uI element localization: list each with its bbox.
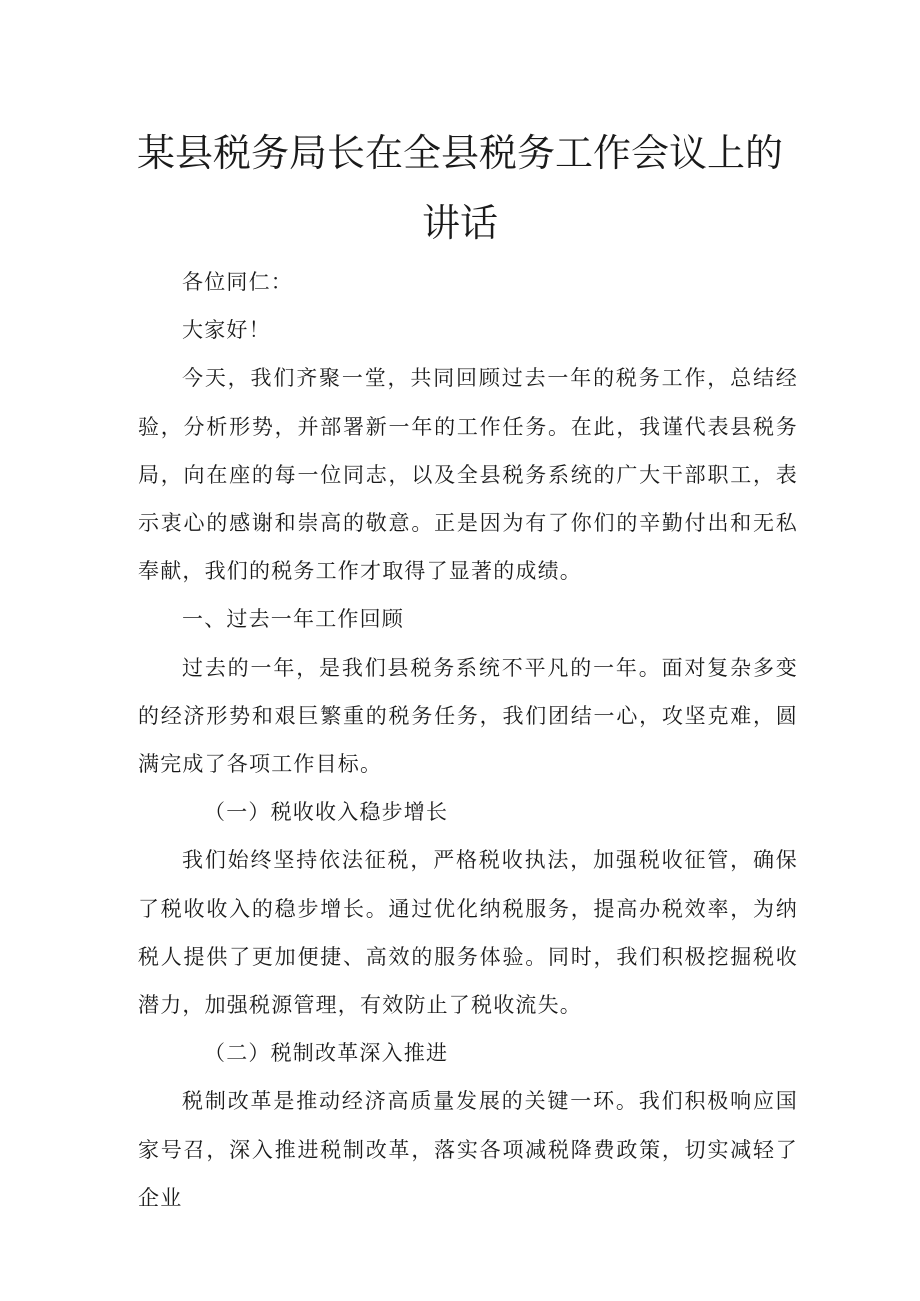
- salutation: 各位同仁：: [182, 270, 293, 294]
- subsection-heading-reform: （二）税制改革深入推进: [204, 1041, 449, 1066]
- document-title-line-1: 某县税务局长在全县税务工作会议上的: [136, 131, 783, 175]
- paragraph-review: 过去的一年，是我们县税务系统不平凡的一年。面对复杂多变的经济形势和艰巨繁重的税务任务，我们团结一心，攻坚克难，圆满完成了各项工作目标。: [138, 655, 798, 777]
- greeting: 大家好！: [182, 318, 271, 343]
- paragraph-reform: 税制改革是推动经济高质量发展的关键一环。我们积极响应国家号召，深入推进税制改革，落实各项减税降费政策，切实减轻了企业: [138, 1089, 798, 1210]
- section-heading-review: 一、过去一年工作回顾: [182, 607, 404, 632]
- paragraph-revenue: 我们始终坚持依法征税，严格税收执法，加强税收征管，确保了税收收入的稳步增长。通过优化纳税服务，提高办税效率，为纳税人提供了更加便捷、高效的服务体验。同时，我们积极挖掘税收潜力，加强税源管理，有效防止了税收流失。: [138, 848, 798, 1018]
- document-body: [138, 258, 798, 1222]
- document-title-line-2: 讲话: [421, 201, 498, 245]
- paragraph-opening: 今天，我们齐聚一堂，共同回顾过去一年的税务工作，总结经验，分析形势，并部署新一年的工作任务。在此，我谨代表县税务局，向在座的每一位同志，以及全县税务系统的广大干部职工，表示衷心的感谢和崇高的敬意。正是因为有了你们的辛勤付出和无私奉献，我们的税务工作才取得了显著的成绩。: [138, 366, 798, 584]
- subsection-heading-revenue: （一）税收收入稳步增长: [204, 800, 449, 825]
